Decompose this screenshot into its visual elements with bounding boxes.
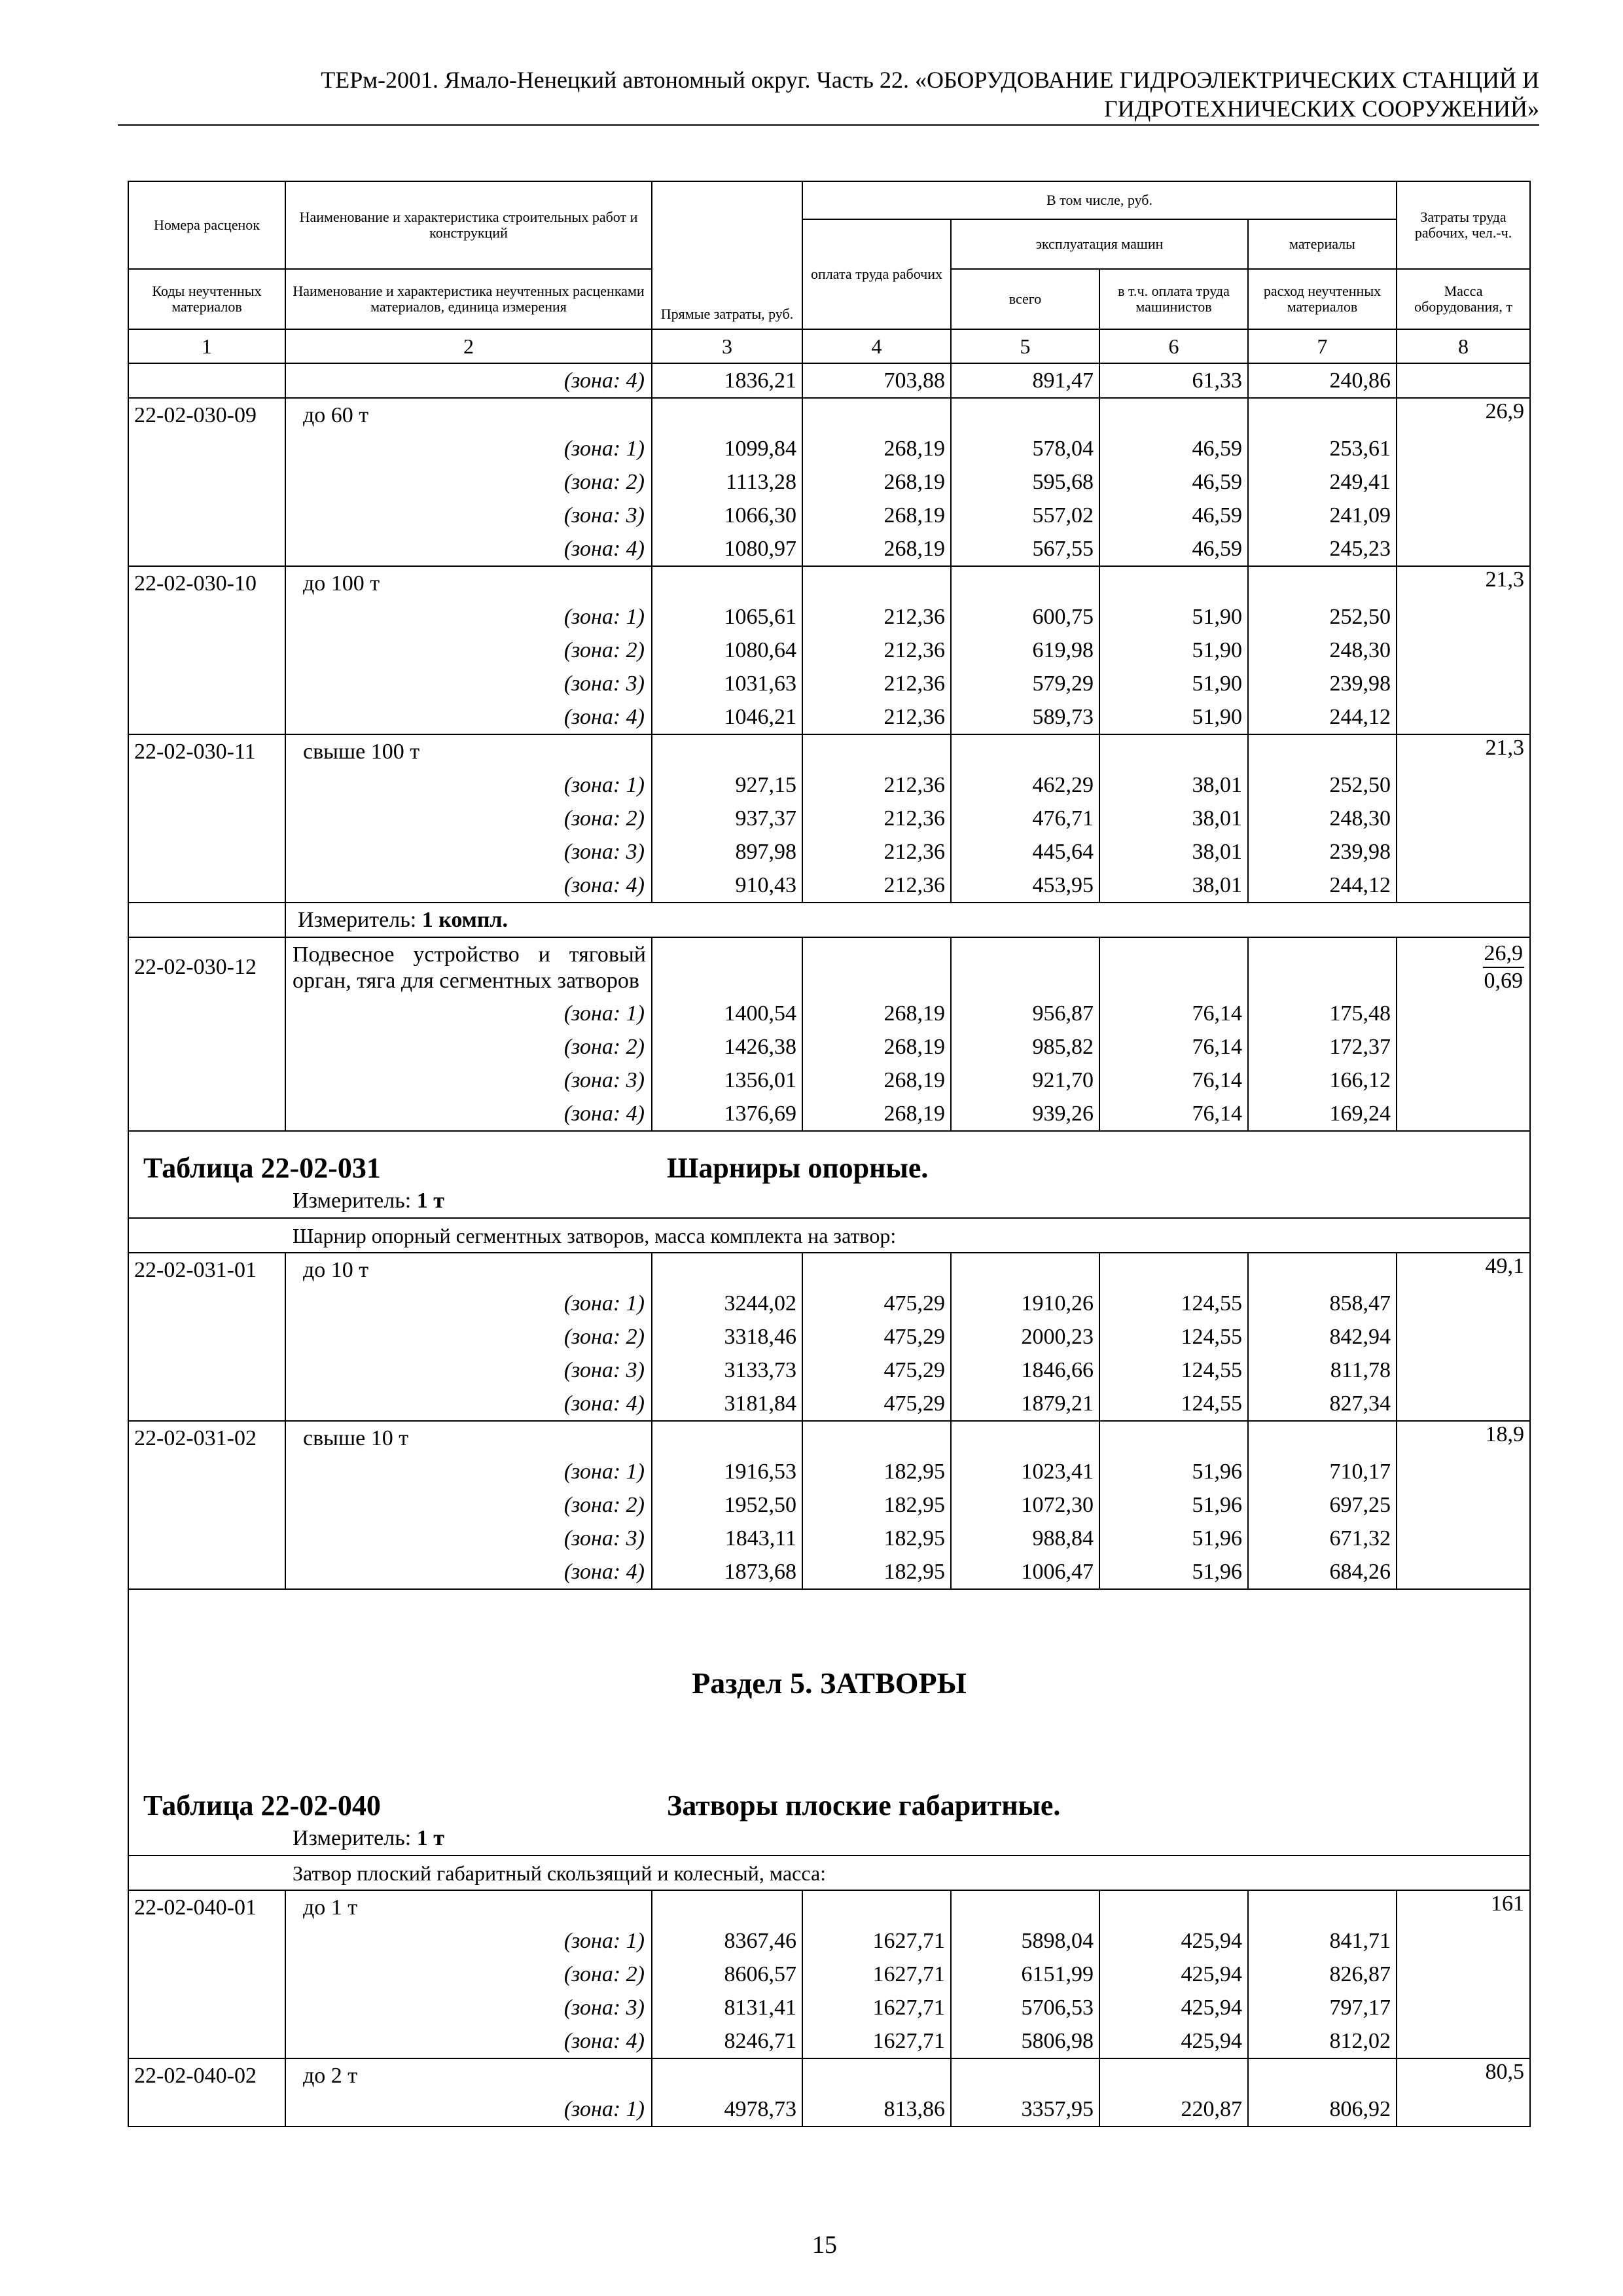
direct-cost: 3318,46 xyxy=(652,1320,802,1354)
table-row xyxy=(128,1387,1530,1421)
table-row xyxy=(128,802,1530,835)
labor-pay: 475,29 xyxy=(802,1287,951,1320)
table-row xyxy=(128,1354,1530,1387)
materials: 169,24 xyxy=(1248,1097,1397,1131)
materials: 806,92 xyxy=(1248,2092,1397,2126)
rate-group-row xyxy=(128,734,1530,768)
direct-cost: 910,43 xyxy=(652,869,802,903)
machinist-pay: 425,94 xyxy=(1099,1991,1248,2024)
table-row xyxy=(128,363,1530,398)
machines-total: 1023,41 xyxy=(951,1455,1099,1488)
machines-total: 600,75 xyxy=(951,600,1099,634)
direct-cost: 1426,38 xyxy=(652,1030,802,1064)
labor-pay: 212,36 xyxy=(802,802,951,835)
table-row xyxy=(128,1064,1530,1097)
machines-total: 5706,53 xyxy=(951,1991,1099,2024)
rate-name: свыше 10 т xyxy=(285,1421,652,1455)
rate-group-row xyxy=(128,566,1530,600)
col-machinist-pay: в т.ч. оплата труда машинистов xyxy=(1099,269,1248,329)
machines-total: 1910,26 xyxy=(951,1287,1099,1320)
machinist-pay: 38,01 xyxy=(1099,802,1248,835)
labor-costs: 21,3 xyxy=(1397,734,1530,768)
zone-label: (зона: 3) xyxy=(285,499,652,532)
measurement-row xyxy=(128,1821,1530,1856)
table-row xyxy=(128,1488,1530,1522)
machinist-pay: 38,01 xyxy=(1099,869,1248,903)
materials: 842,94 xyxy=(1248,1320,1397,1354)
table-row xyxy=(128,768,1530,802)
machinist-pay: 51,90 xyxy=(1099,700,1248,734)
labor-pay: 182,95 xyxy=(802,1488,951,1522)
table-row xyxy=(128,634,1530,667)
materials: 244,12 xyxy=(1248,869,1397,903)
rate-code: 22-02-040-01 xyxy=(128,1890,285,1924)
direct-cost: 1400,54 xyxy=(652,997,802,1030)
direct-cost: 937,37 xyxy=(652,802,802,835)
machinist-pay: 124,55 xyxy=(1099,1320,1248,1354)
zone-label: (зона: 4) xyxy=(285,363,652,398)
rate-group-row xyxy=(128,1253,1530,1287)
direct-cost: 1065,61 xyxy=(652,600,802,634)
zone-label: (зона: 4) xyxy=(285,1387,652,1421)
machines-total: 1879,21 xyxy=(951,1387,1099,1421)
labor-pay: 212,36 xyxy=(802,835,951,869)
col-num: 5 xyxy=(951,329,1099,363)
zone-label: (зона: 2) xyxy=(285,1958,652,1991)
zone-label: (зона: 1) xyxy=(285,1287,652,1320)
rate-code: 22-02-031-01 xyxy=(128,1253,285,1287)
zone-label: (зона: 1) xyxy=(285,600,652,634)
running-header xyxy=(118,65,1539,126)
labor-pay: 268,19 xyxy=(802,1064,951,1097)
table-row xyxy=(128,1555,1530,1589)
machines-total: 589,73 xyxy=(951,700,1099,734)
zone-label: (зона: 1) xyxy=(285,1924,652,1958)
table-title-row xyxy=(128,1131,1530,1184)
materials: 248,30 xyxy=(1248,634,1397,667)
measurement-unit: Измеритель: 1 т xyxy=(128,1821,1530,1856)
table-row xyxy=(128,1097,1530,1131)
col-name-materials: Наименование и характеристика неучтенных расценками материалов, единица измерения xyxy=(285,269,652,329)
col-equipment-mass: Масса оборудования, т xyxy=(1397,269,1530,329)
table-row xyxy=(128,600,1530,634)
table-row xyxy=(128,2092,1530,2126)
table-body xyxy=(128,363,1530,2126)
col-num: 7 xyxy=(1248,329,1397,363)
table-row xyxy=(128,2024,1530,2058)
rates-table xyxy=(128,181,1531,2127)
direct-cost: 1356,01 xyxy=(652,1064,802,1097)
table-row xyxy=(128,1958,1530,1991)
materials: 248,30 xyxy=(1248,802,1397,835)
materials: 858,47 xyxy=(1248,1287,1397,1320)
table-row xyxy=(128,1320,1530,1354)
rate-name: до 1 т xyxy=(285,1890,652,1924)
direct-cost: 1099,84 xyxy=(652,432,802,465)
work-description-row xyxy=(128,1218,1530,1253)
machinist-pay: 425,94 xyxy=(1099,1958,1248,1991)
machines-total: 988,84 xyxy=(951,1522,1099,1555)
machinist-pay: 46,59 xyxy=(1099,532,1248,566)
labor-pay: 475,29 xyxy=(802,1387,951,1421)
rate-code: 22-02-030-11 xyxy=(128,734,285,768)
col-name-works: Наименование и характеристика строительных работ и конструкций xyxy=(285,181,652,269)
materials: 166,12 xyxy=(1248,1064,1397,1097)
zone-label: (зона: 4) xyxy=(285,869,652,903)
zone-label: (зона: 2) xyxy=(285,802,652,835)
labor-costs: 18,9 xyxy=(1397,1421,1530,1455)
machines-total: 476,71 xyxy=(951,802,1099,835)
rate-name: до 60 т xyxy=(285,398,652,432)
zone-label: (зона: 1) xyxy=(285,768,652,802)
labor-pay: 212,36 xyxy=(802,667,951,700)
table-row xyxy=(128,1924,1530,1958)
zone-label: (зона: 2) xyxy=(285,1488,652,1522)
header-line-2: ГИДРОТЕХНИЧЕСКИХ СООРУЖЕНИЙ» xyxy=(1103,96,1539,122)
rate-group-row xyxy=(128,937,1530,997)
zone-label: (зона: 2) xyxy=(285,1320,652,1354)
labor-pay: 182,95 xyxy=(802,1555,951,1589)
table-title: Затворы плоские габаритные. xyxy=(667,1789,1061,1821)
machines-total: 891,47 xyxy=(951,363,1099,398)
materials: 175,48 xyxy=(1248,997,1397,1030)
machines-total: 1006,47 xyxy=(951,1555,1099,1589)
labor-costs: 26,9 xyxy=(1483,941,1525,968)
labor-costs: 49,1 xyxy=(1397,1253,1530,1287)
machinist-pay: 51,96 xyxy=(1099,1488,1248,1522)
col-unaccounted-materials: расход неучтенных материалов xyxy=(1248,269,1397,329)
labor-pay: 268,19 xyxy=(802,997,951,1030)
labor-pay: 268,19 xyxy=(802,1097,951,1131)
direct-cost: 8246,71 xyxy=(652,2024,802,2058)
machinist-pay: 46,59 xyxy=(1099,432,1248,465)
col-total: всего xyxy=(951,269,1099,329)
zone-label: (зона: 4) xyxy=(285,1555,652,1589)
column-numbers-row xyxy=(128,329,1530,363)
table-row xyxy=(128,700,1530,734)
machines-total: 619,98 xyxy=(951,634,1099,667)
col-num: 4 xyxy=(802,329,951,363)
col-codes: Коды неучтенных материалов xyxy=(128,269,285,329)
col-num: 3 xyxy=(652,329,802,363)
direct-cost: 4978,73 xyxy=(652,2092,802,2126)
zone-label: (зона: 3) xyxy=(285,1064,652,1097)
materials: 827,34 xyxy=(1248,1387,1397,1421)
rate-code: 22-02-030-10 xyxy=(128,566,285,600)
labor-pay: 268,19 xyxy=(802,499,951,532)
labor-pay: 703,88 xyxy=(802,363,951,398)
direct-cost: 1873,68 xyxy=(652,1555,802,1589)
col-num: 6 xyxy=(1099,329,1248,363)
zone-label: (зона: 4) xyxy=(285,532,652,566)
machinist-pay: 425,94 xyxy=(1099,2024,1248,2058)
labor-pay: 1627,71 xyxy=(802,1924,951,1958)
labor-costs: 161 xyxy=(1397,1890,1530,1924)
labor-pay: 813,86 xyxy=(802,2092,951,2126)
direct-cost: 1080,97 xyxy=(652,532,802,566)
machinist-pay: 51,90 xyxy=(1099,667,1248,700)
col-machines: эксплуатация машин xyxy=(951,219,1248,269)
table-row xyxy=(128,1991,1530,2024)
direct-cost: 1031,63 xyxy=(652,667,802,700)
zone-label: (зона: 1) xyxy=(285,1455,652,1488)
machinist-pay: 124,55 xyxy=(1099,1287,1248,1320)
materials: 239,98 xyxy=(1248,835,1397,869)
table-row xyxy=(128,499,1530,532)
machinist-pay: 76,14 xyxy=(1099,1030,1248,1064)
rate-group-row xyxy=(128,1890,1530,1924)
machinist-pay: 76,14 xyxy=(1099,1064,1248,1097)
measurement-unit: Измеритель: 1 компл. xyxy=(285,903,1530,937)
materials: 797,17 xyxy=(1248,1991,1397,2024)
table-row xyxy=(128,997,1530,1030)
materials: 841,71 xyxy=(1248,1924,1397,1958)
page-number: 15 xyxy=(812,2231,837,2259)
header-line-1: ТЕРм-2001. Ямало-Ненецкий автономный округ. Часть 22. «ОБОРУДОВАНИЕ ГИДРОЭЛЕКТРИЧЕСКИХ СТАНЦИЙ И xyxy=(321,67,1539,93)
labor-pay: 268,19 xyxy=(802,532,951,566)
rate-name: до 10 т xyxy=(285,1253,652,1287)
zone-label: (зона: 2) xyxy=(285,465,652,499)
direct-cost: 8131,41 xyxy=(652,1991,802,2024)
direct-cost: 1046,21 xyxy=(652,700,802,734)
zone-label: (зона: 2) xyxy=(285,1030,652,1064)
machinist-pay: 51,96 xyxy=(1099,1522,1248,1555)
labor-pay: 212,36 xyxy=(802,634,951,667)
machinist-pay: 46,59 xyxy=(1099,499,1248,532)
zone-label: (зона: 1) xyxy=(285,2092,652,2126)
rate-name: Подвесное устройство и тяговый орган, тяга для сегментных затворов xyxy=(285,937,652,997)
col-num: 8 xyxy=(1397,329,1530,363)
direct-cost: 1376,69 xyxy=(652,1097,802,1131)
materials: 812,02 xyxy=(1248,2024,1397,2058)
direct-cost: 8606,57 xyxy=(652,1958,802,1991)
machines-total: 445,64 xyxy=(951,835,1099,869)
machines-total: 5806,98 xyxy=(951,2024,1099,2058)
table-row xyxy=(128,835,1530,869)
labor-pay: 268,19 xyxy=(802,465,951,499)
measurement-unit: Измеритель: 1 т xyxy=(128,1184,1530,1218)
rate-code: 22-02-031-02 xyxy=(128,1421,285,1455)
zone-label: (зона: 2) xyxy=(285,634,652,667)
col-rate-numbers: Номера расценок xyxy=(128,181,285,269)
zone-label: (зона: 3) xyxy=(285,667,652,700)
machines-total: 453,95 xyxy=(951,869,1099,903)
machines-total: 1846,66 xyxy=(951,1354,1099,1387)
rate-group-row xyxy=(128,2058,1530,2092)
materials: 684,26 xyxy=(1248,1555,1397,1589)
zone-label: (зона: 4) xyxy=(285,1097,652,1131)
materials: 710,17 xyxy=(1248,1455,1397,1488)
machinist-pay: 46,59 xyxy=(1099,465,1248,499)
table-title-row xyxy=(128,1780,1530,1821)
col-num: 1 xyxy=(128,329,285,363)
machinist-pay: 425,94 xyxy=(1099,1924,1248,1958)
rate-group-row xyxy=(128,398,1530,432)
machines-total: 939,26 xyxy=(951,1097,1099,1131)
machinist-pay: 124,55 xyxy=(1099,1387,1248,1421)
work-description-row xyxy=(128,1856,1530,1890)
machines-total: 1072,30 xyxy=(951,1488,1099,1522)
section-title: Раздел 5. ЗАТВОРЫ xyxy=(692,1666,967,1700)
direct-cost: 1843,11 xyxy=(652,1522,802,1555)
table-header xyxy=(128,181,1530,363)
machinist-pay: 38,01 xyxy=(1099,768,1248,802)
machines-total: 579,29 xyxy=(951,667,1099,700)
labor-costs: 21,3 xyxy=(1397,566,1530,600)
direct-cost: 3244,02 xyxy=(652,1287,802,1320)
materials: 172,37 xyxy=(1248,1030,1397,1064)
direct-cost: 3181,84 xyxy=(652,1387,802,1421)
materials: 671,32 xyxy=(1248,1522,1397,1555)
direct-cost: 897,98 xyxy=(652,835,802,869)
col-labor-pay: оплата труда рабочих xyxy=(802,219,951,329)
direct-cost: 1066,30 xyxy=(652,499,802,532)
machinist-pay: 51,96 xyxy=(1099,1555,1248,1589)
machinist-pay: 51,90 xyxy=(1099,600,1248,634)
labor-pay: 268,19 xyxy=(802,1030,951,1064)
labor-pay: 475,29 xyxy=(802,1354,951,1387)
zone-label: (зона: 4) xyxy=(285,2024,652,2058)
direct-cost: 3133,73 xyxy=(652,1354,802,1387)
labor-pay: 212,36 xyxy=(802,600,951,634)
machines-total: 595,68 xyxy=(951,465,1099,499)
machines-total: 5898,04 xyxy=(951,1924,1099,1958)
materials: 244,12 xyxy=(1248,700,1397,734)
direct-cost: 1113,28 xyxy=(652,465,802,499)
col-including: В том числе, руб. xyxy=(802,181,1397,219)
col-materials: материалы xyxy=(1248,219,1397,269)
labor-costs: 26,9 xyxy=(1397,398,1530,432)
labor-pay: 182,95 xyxy=(802,1455,951,1488)
materials: 826,87 xyxy=(1248,1958,1397,1991)
zone-label: (зона: 1) xyxy=(285,997,652,1030)
table-row xyxy=(128,1522,1530,1555)
direct-cost: 1080,64 xyxy=(652,634,802,667)
equipment-mass: 0,69 xyxy=(1484,969,1524,993)
table-row xyxy=(128,465,1530,499)
machinist-pay: 51,90 xyxy=(1099,634,1248,667)
direct-cost: 8367,46 xyxy=(652,1924,802,1958)
machines-total: 956,87 xyxy=(951,997,1099,1030)
materials: 253,61 xyxy=(1248,432,1397,465)
table-number: Таблица 22-02-040 xyxy=(143,1789,381,1821)
direct-cost: 1952,50 xyxy=(652,1488,802,1522)
table-row xyxy=(128,869,1530,903)
machines-total: 578,04 xyxy=(951,432,1099,465)
table-number: Таблица 22-02-031 xyxy=(143,1152,381,1184)
machines-total: 6151,99 xyxy=(951,1958,1099,1991)
machines-total: 557,02 xyxy=(951,499,1099,532)
rate-name: свыше 100 т xyxy=(285,734,652,768)
table-row xyxy=(128,1030,1530,1064)
section-row xyxy=(128,1589,1530,1780)
labor-pay: 212,36 xyxy=(802,869,951,903)
machines-total: 462,29 xyxy=(951,768,1099,802)
rate-name: до 2 т xyxy=(285,2058,652,2092)
work-description: Затвор плоский габаритный скользящий и колесный, масса: xyxy=(128,1856,1530,1890)
labor-pay: 1627,71 xyxy=(802,1958,951,1991)
rate-code: 22-02-040-02 xyxy=(128,2058,285,2092)
col-num: 2 xyxy=(285,329,652,363)
table-row xyxy=(128,667,1530,700)
direct-cost: 1916,53 xyxy=(652,1455,802,1488)
col-direct-costs: Прямые затраты, руб. xyxy=(652,181,802,329)
machinist-pay: 51,96 xyxy=(1099,1455,1248,1488)
materials: 240,86 xyxy=(1248,363,1397,398)
labor-pay: 1627,71 xyxy=(802,1991,951,2024)
rate-name: до 100 т xyxy=(285,566,652,600)
machinist-pay: 38,01 xyxy=(1099,835,1248,869)
materials: 241,09 xyxy=(1248,499,1397,532)
table-row xyxy=(128,1455,1530,1488)
labor-pay: 182,95 xyxy=(802,1522,951,1555)
materials: 697,25 xyxy=(1248,1488,1397,1522)
measurement-row xyxy=(128,1184,1530,1218)
zone-label: (зона: 3) xyxy=(285,1991,652,2024)
table-row xyxy=(128,532,1530,566)
machines-total: 567,55 xyxy=(951,532,1099,566)
zone-label: (зона: 3) xyxy=(285,1354,652,1387)
rate-code: 22-02-030-12 xyxy=(128,937,285,997)
machinist-pay: 76,14 xyxy=(1099,1097,1248,1131)
machines-total: 3357,95 xyxy=(951,2092,1099,2126)
materials: 239,98 xyxy=(1248,667,1397,700)
materials: 252,50 xyxy=(1248,768,1397,802)
table-row xyxy=(128,432,1530,465)
rate-group-row xyxy=(128,1421,1530,1455)
labor-costs-fraction xyxy=(1397,937,1530,997)
direct-cost: 927,15 xyxy=(652,768,802,802)
machines-total: 985,82 xyxy=(951,1030,1099,1064)
materials: 249,41 xyxy=(1248,465,1397,499)
machinist-pay: 61,33 xyxy=(1099,363,1248,398)
machines-total: 2000,23 xyxy=(951,1320,1099,1354)
labor-pay: 1627,71 xyxy=(802,2024,951,2058)
materials: 252,50 xyxy=(1248,600,1397,634)
labor-pay: 475,29 xyxy=(802,1320,951,1354)
measurement-row xyxy=(128,903,1530,937)
zone-label: (зона: 1) xyxy=(285,432,652,465)
materials: 245,23 xyxy=(1248,532,1397,566)
machinist-pay: 76,14 xyxy=(1099,997,1248,1030)
labor-costs: 80,5 xyxy=(1397,2058,1530,2092)
machinist-pay: 220,87 xyxy=(1099,2092,1248,2126)
direct-cost: 1836,21 xyxy=(652,363,802,398)
zone-label: (зона: 3) xyxy=(285,1522,652,1555)
work-description: Шарнир опорный сегментных затворов, масса комплекта на затвор: xyxy=(128,1218,1530,1253)
table-title: Шарниры опорные. xyxy=(667,1152,929,1184)
labor-pay: 268,19 xyxy=(802,432,951,465)
col-labor-costs: Затраты труда рабочих, чел.-ч. xyxy=(1397,181,1530,269)
table-row xyxy=(128,1287,1530,1320)
rate-code: 22-02-030-09 xyxy=(128,398,285,432)
machinist-pay: 124,55 xyxy=(1099,1354,1248,1387)
labor-pay: 212,36 xyxy=(802,768,951,802)
zone-label: (зона: 3) xyxy=(285,835,652,869)
materials: 811,78 xyxy=(1248,1354,1397,1387)
machines-total: 921,70 xyxy=(951,1064,1099,1097)
labor-pay: 212,36 xyxy=(802,700,951,734)
zone-label: (зона: 4) xyxy=(285,700,652,734)
